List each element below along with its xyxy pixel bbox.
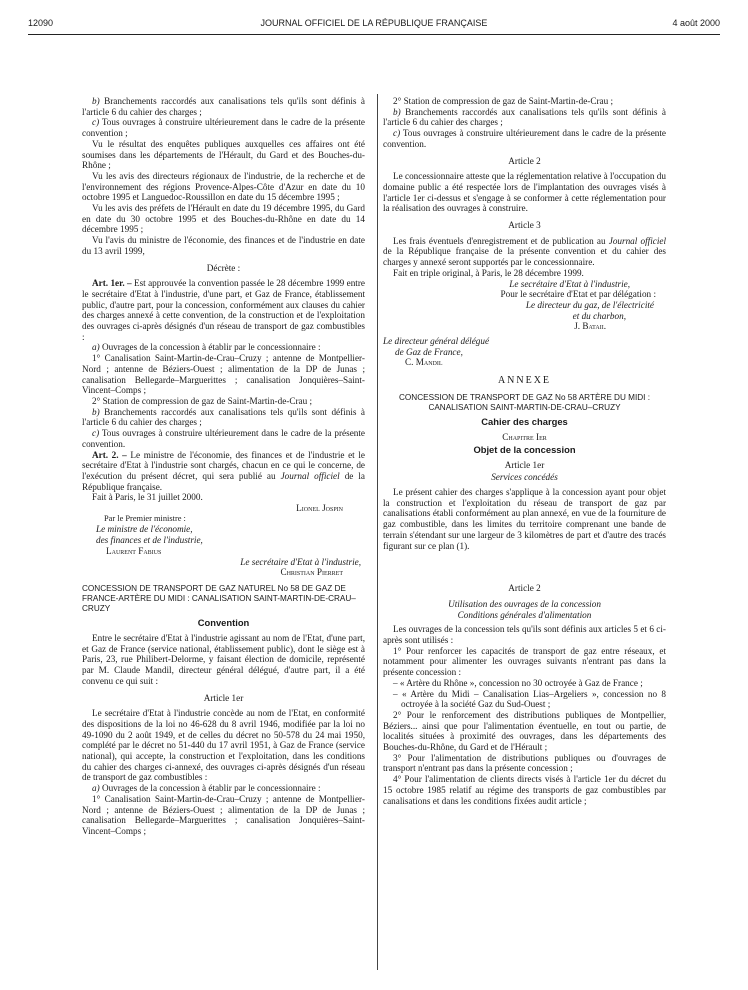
annex-heading: ANNEXE [497,375,552,387]
dg-name: C. Mandil [405,357,443,368]
paragraph: 1° Canalisation Saint-Martin-de-Crau–Cruzy ; antenne de Montpellier-Nord ; antenne de Béziers-Ouest ; alimentation de la DP de Junas ; canalisation Bellegarde–Marguerittes ; canalisation Jonquières–Saint-Vincent–Comps ; [82,793,365,836]
minister-name: Laurent Fabius [106,545,162,556]
object-heading: Objet de la concession [473,443,576,455]
paragraph: 2° Station de compression de gaz de Saint-Martin-de-Crau ; [92,395,313,406]
paragraph: Vu l'avis du ministre de l'économie, des finances et de l'industrie en date du 13 avril 1999, [82,235,365,256]
secretary-title: Le secrétaire d'Etat à l'industrie, [509,278,630,289]
article-heading: Article 1er [203,692,244,703]
paragraph: b) Branchements raccordés aux canalisations tels qu'ils sont définis à l'article 6 du cahier des charges ; [82,406,365,428]
concession-title: CONCESSION DE TRANSPORT DE GAZ NATUREL No 58 DE GAZ DE FRANCE-ARTÈRE DU MIDI : CANALISATION SAINT-MARTIN-DE-CRAU–CRUZY [82,583,356,613]
dg-title: Le directeur général délégué [383,336,490,347]
director-title: Le directeur du gaz, de l'électricité [525,299,654,310]
paragraph: b) Branchements raccordés aux canalisations tels qu'ils sont définis à l'article 6 du cahier des charges ; [383,106,666,128]
article-1: Art. 1er. – Est approuvée la convention passée le 28 décembre 1999 entre le secrétaire d'Etat à l'industrie, d'une part, et Gaz de France, établissement public, d'autre part, pour la concession, conformément aux clauses du cahier des charges annexé à cette convention, de la construction et de l'exploitation des ouvrages ci-après désignés d'un réseau de transport de gaz combustibles : [82,278,365,342]
convention-heading: Convention [197,617,250,629]
paragraph: 1° Canalisation Saint-Martin-de-Crau–Cruzy ; antenne de Montpellier-Nord ; antenne de Béziers-Ouest ; alimentation de la DP de Junas ; canalisation Bellegarde–Marguerittes ; canalisation Jonquières–Saint-Vincent–Comps ; [82,353,365,396]
page-number: 12090 [28,18,54,28]
paragraph: 2° Pour le renforcement des distributions publiques de Montpellier, Béziers... ainsi que pour l'alimentation éventuelle, en tout ou partie, de localités situées à proximité des ouvrages, dans les départements des Bouches-du-Rhône, du Gard et de l'Hérault ; [383,709,666,753]
header-rule [28,34,720,35]
paragraph: 4° Pour l'alimentation de clients directs visés à l'article 1er du décret du 15 octobre 1985 relatif au régime des transports de gaz combustibles par canalisations et dans les conditions fixées audit article ; [383,774,666,806]
secretary-title: Le secrétaire d'Etat à l'industrie, [240,556,361,567]
section-heading: Conditions générales d'alimentation [457,609,592,620]
paragraph: Le présent cahier des charges s'applique à la concession ayant pour objet la construction et l'exploitation du réseau de transport de gaz par canalisations établi conformément au plan annexé, en vue de la fourniture de gaz combustible, dans les limites du territoire comprenant une bande de terrain s'étendant sur une largeur de 3 kilomètres de part et d'autre des tracés figurant sur ce plan (1). [383,486,666,551]
cahier-heading: Cahier des charges [481,416,568,428]
spacer [383,551,666,577]
journal-title: JOURNAL OFFICIEL DE LA RÉPUBLIQUE FRANÇAISE [260,18,488,28]
article-heading: Article 2 [508,583,541,594]
right-column [383,96,666,806]
minister-title: Le ministre de l'économie, [96,524,193,535]
paragraph: a) Ouvrages de la concession à établir par le concessionnaire : [92,342,321,353]
paragraph: 3° Pour l'alimentation de distributions publiques ou d'ouvrages de transport n'entrant pas dans la présente concession ; [383,752,666,774]
page-header [28,18,720,32]
section-heading: Utilisation des ouvrages de la concession [448,598,601,609]
minister-title: des finances et de l'industrie, [96,535,203,546]
paragraph: Entre le secrétaire d'Etat à l'industrie agissant au nom de l'Etat, d'une part, et Gaz de France (service national, établissement public), dont le siège est à Paris, 23, rue Philibert-Delorme, y faisant élection de domicile, représenté par M. Claude Mandil, directeur général délégué, d'autre part, il a été convenu ce qui suit : [82,633,365,686]
chapter-heading: Chapitre Ier [502,432,547,443]
paragraph: Vu le résultat des enquêtes publiques auxquelles ces affaires ont été soumises dans les départements de l'Hérault, du Gard et des Bouches-du-Rhône ; [82,138,365,171]
services-heading: Services concédés [491,472,558,483]
paragraph: c) Tous ouvrages à construire ultérieurement dans le cadre de la présente convention. [82,428,365,449]
annex-title: CONCESSION DE TRANSPORT DE GAZ No 58 ARTÈRE DU MIDI : CANALISATION SAINT-MARTIN-DE-CRAU–CRUZY [399,392,650,412]
article-heading: Article 3 [508,220,541,231]
paragraph: Le secrétaire d'Etat à l'industrie concède au nom de l'Etat, en conformité des dispositions de la loi no 46-628 du 8 avril 1946, modifiée par la loi no 49-1090 du 2 août 1949, et de celles du décret no 50-578 du 24 mai 1950, complété par le décret no 51-440 du 17 avril 1951, à Gaz de France (service national), qui accepte, la construction et l'exploitation, dans les conditions du cahier des charges ci-annexé, des ouvrages ci-après désignés d'un réseau de transport de gaz combustibles : [82,708,365,783]
dg-title: de Gaz de France, [395,346,463,357]
left-column [82,96,365,837]
director-name: J. Bataii. [574,321,606,332]
paragraph: 2° Station de compression de gaz de Saint-Martin-de-Crau ; [393,96,614,106]
paragraph: c) Tous ouvrages à construire ultérieurement dans le cadre de la présente convention. [383,128,666,149]
paragraph: Les ouvrages de la concession tels qu'ils sont définis aux articles 5 et 6 ci-après sont utilisés : [383,624,666,646]
signature-pm: Lionel Jospin [296,503,343,514]
paragraph: Vu les avis des préfets de l'Hérault en date du 19 décembre 1995, du Gard en date du 30 octobre 1995 et des Bouches-du-Rhône en date du 14 décembre 1995 ; [82,203,365,235]
decrete-heading: Décrète : [206,262,241,273]
paragraph: b) Branchements raccordés aux canalisations tels qu'ils sont définis à l'article 6 du cahier des charges ; [82,96,365,117]
column-divider [377,94,378,970]
delegation-line: Pour le secrétaire d'Etat et par délégation : [500,289,656,300]
issue-date: 4 août 2000 [672,18,720,28]
paragraph: c) Tous ouvrages à construire ultérieurement dans le cadre de la présente convention ; [82,117,365,139]
paragraph: 1° Pour renforcer les capacités de transport de gaz entre réseaux, et notamment pour alimenter les ouvrages suivants n'entrant pas dans la présente concession : [383,645,666,678]
paragraph: Vu les avis des directeurs régionaux de l'industrie, de la recherche et de l'environnement des régions Provence-Alpes-Côte d'Azur en date du 10 octobre 1995 et Languedoc-Roussillon en date du 15 décembre 1995 ; [82,170,365,203]
signing-place-date: Fait en triple original, à Paris, le 28 décembre 1999. [393,267,584,278]
article-heading: Article 2 [508,155,541,166]
list-item: – « Artère du Rhône », concession no 30 octroyée à Gaz de France ; [393,677,643,688]
article-2: Art. 2. – Le ministre de l'économie, des finances et de l'industrie et le secrétaire d'Etat à l'industrie sont chargés, chacun en ce qui le concerne, de l'exécution du présent décret, qui sera publié au Journal officiel de la République française. [82,449,365,492]
list-item: – « Artère du Midi – Canalisation Lias–Argeliers », concession no 8 octroyée à la société Gaz du Sud-Ouest ; [393,688,666,710]
paragraph: Le concessionnaire atteste que la réglementation relative à l'occupation du domaine public a été respectée lors de l'implantation des ouvrages visés à l'article 1er ci-dessus et s'engage à se conformer à cette réglementation pour la réalisation des ouvrages à construire. [383,171,666,214]
director-title: et du charbon, [572,310,626,321]
article-heading: Article 1er [504,459,545,470]
signature-intro: Par le Premier ministre : [104,513,186,523]
signing-place-date: Fait à Paris, le 31 juillet 2000. [92,492,203,503]
secretary-name: Christian Pierret [280,567,343,578]
paragraph: a) Ouvrages de la concession à établir par le concessionnaire : [92,783,321,794]
paragraph: Les frais éventuels d'enregistrement et de publication au Journal officiel de la République française de la présente convention et du cahier des charges y annexé seront supportés par le concessionnaire. [383,235,667,268]
